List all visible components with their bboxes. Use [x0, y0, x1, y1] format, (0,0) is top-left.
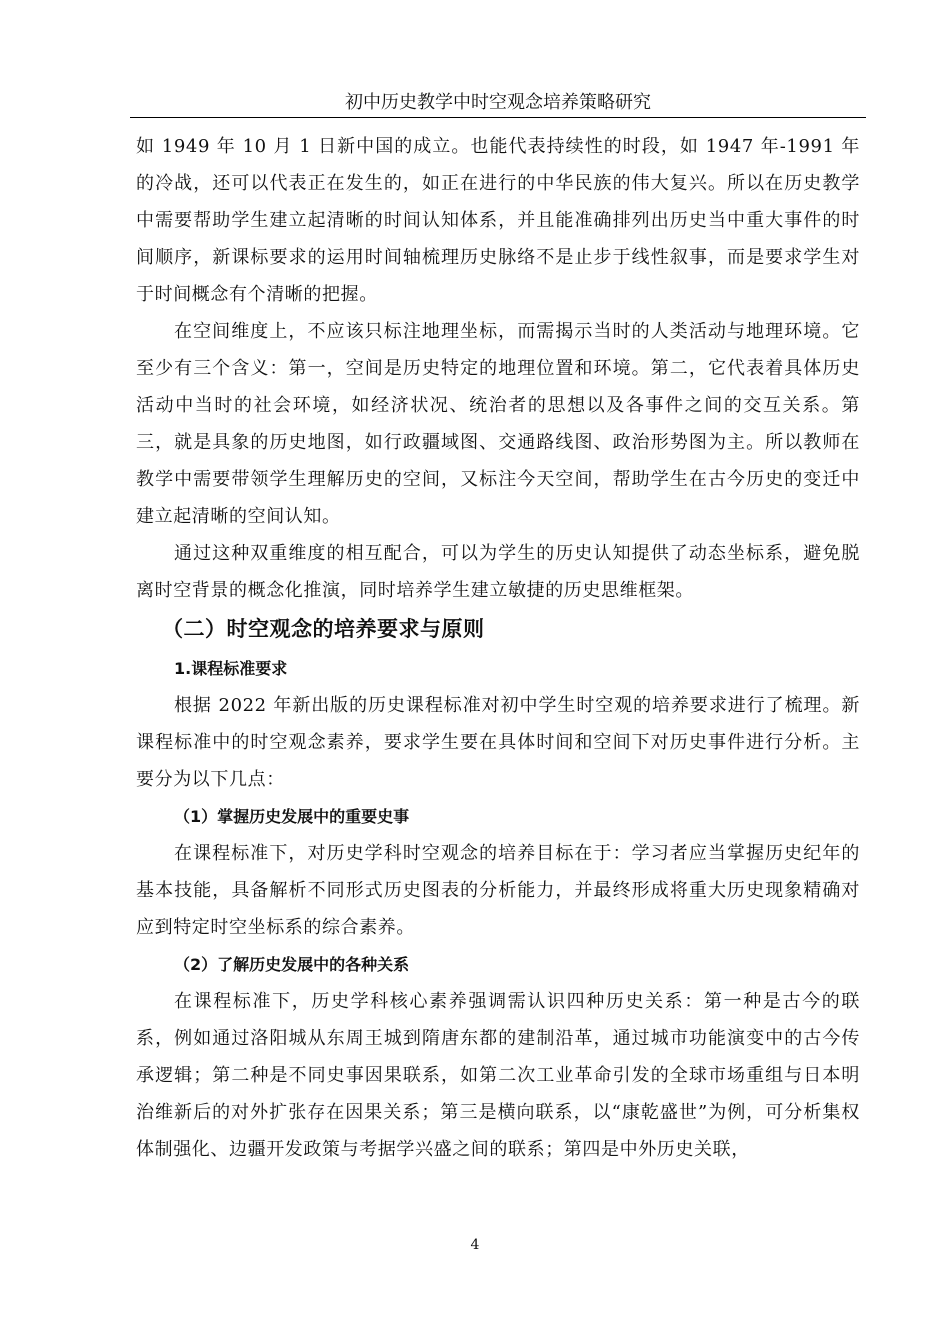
subsection-heading: 1.课程标准要求	[174, 659, 288, 678]
paragraph-space-dimension: 在空间维度上，不应该只标注地理坐标，而需揭示当时的人类活动与地理环境。它至少有三个含义：第一，空间是历史特定的地理位置和环境。第二，它代表着具体历史活动中当时的社会环境，如经济状况、统治者的思想以及各事件之间的交互关系。第三，就是具象的历史地图，如行政疆域图、交通路线图、政治形势图为主。所以教师在教学中需要带领学生理解历史的空间，又标注今天空间，帮助学生在古今历史的变迁中建立起清晰的空间认知。	[136, 321, 860, 527]
page-body	[136, 128, 860, 1168]
running-header-title: 初中历史教学中时空观念培养策略研究	[345, 92, 651, 113]
item-heading-1: （1）掌握历史发展中的重要史事	[174, 807, 410, 826]
paragraph-item-1: 在课程标准下，对历史学科时空观念的培养目标在于：学习者应当掌握历史纪年的基本技能，具备解析不同形式历史图表的分析能力，并最终形成将重大历史现象精确对应到特定时空坐标系的综合素养。	[136, 843, 860, 938]
paragraph-dual-dimension: 通过这种双重维度的相互配合，可以为学生的历史认知提供了动态坐标系，避免脱离时空背景的概念化推演，同时培养学生建立敏捷的历史思维框架。	[136, 543, 860, 601]
item-heading-2: （2）了解历史发展中的各种关系	[174, 955, 410, 974]
page-number: 4	[470, 1237, 480, 1253]
paragraph-curriculum-standard: 根据 2022 年新出版的历史课程标准对初中学生时空观的培养要求进行了梳理。新课程标准中的时空观念素养，要求学生要在具体时间和空间下对历史事件进行分析。主要分为以下几点：	[136, 695, 860, 790]
paragraph-time-dimension: 如 1949 年 10 月 1 日新中国的成立。也能代表持续性的时段，如 1947 年-1991 年的冷战，还可以代表正在发生的，如正在进行的中华民族的伟大复兴。所以在历史教学中需要帮助学生建立起清晰的时间认知体系，并且能准确排列出历史当中重大事件的时间顺序，新课标要求的运用时间轴梳理历史脉络不是止步于线性叙事，而是要求学生对于时间概念有个清晰的把握。	[136, 136, 860, 305]
section-heading: （二）时空观念的培养要求与原则	[162, 617, 485, 641]
header-divider	[130, 117, 866, 118]
paragraph-item-2: 在课程标准下，历史学科核心素养强调需认识四种历史关系：第一种是古今的联系，例如通过洛阳城从东周王城到隋唐东都的建制沿革，通过城市功能演变中的古今传承逻辑；第二种是不同史事因果联系，如第二次工业革命引发的全球市场重组与日本明治维新后的对外扩张存在因果关系；第三是横向联系，以“康乾盛世”为例，可分析集权体制强化、边疆开发政策与考据学兴盛之间的联系；第四是中外历史关联，	[136, 991, 860, 1160]
